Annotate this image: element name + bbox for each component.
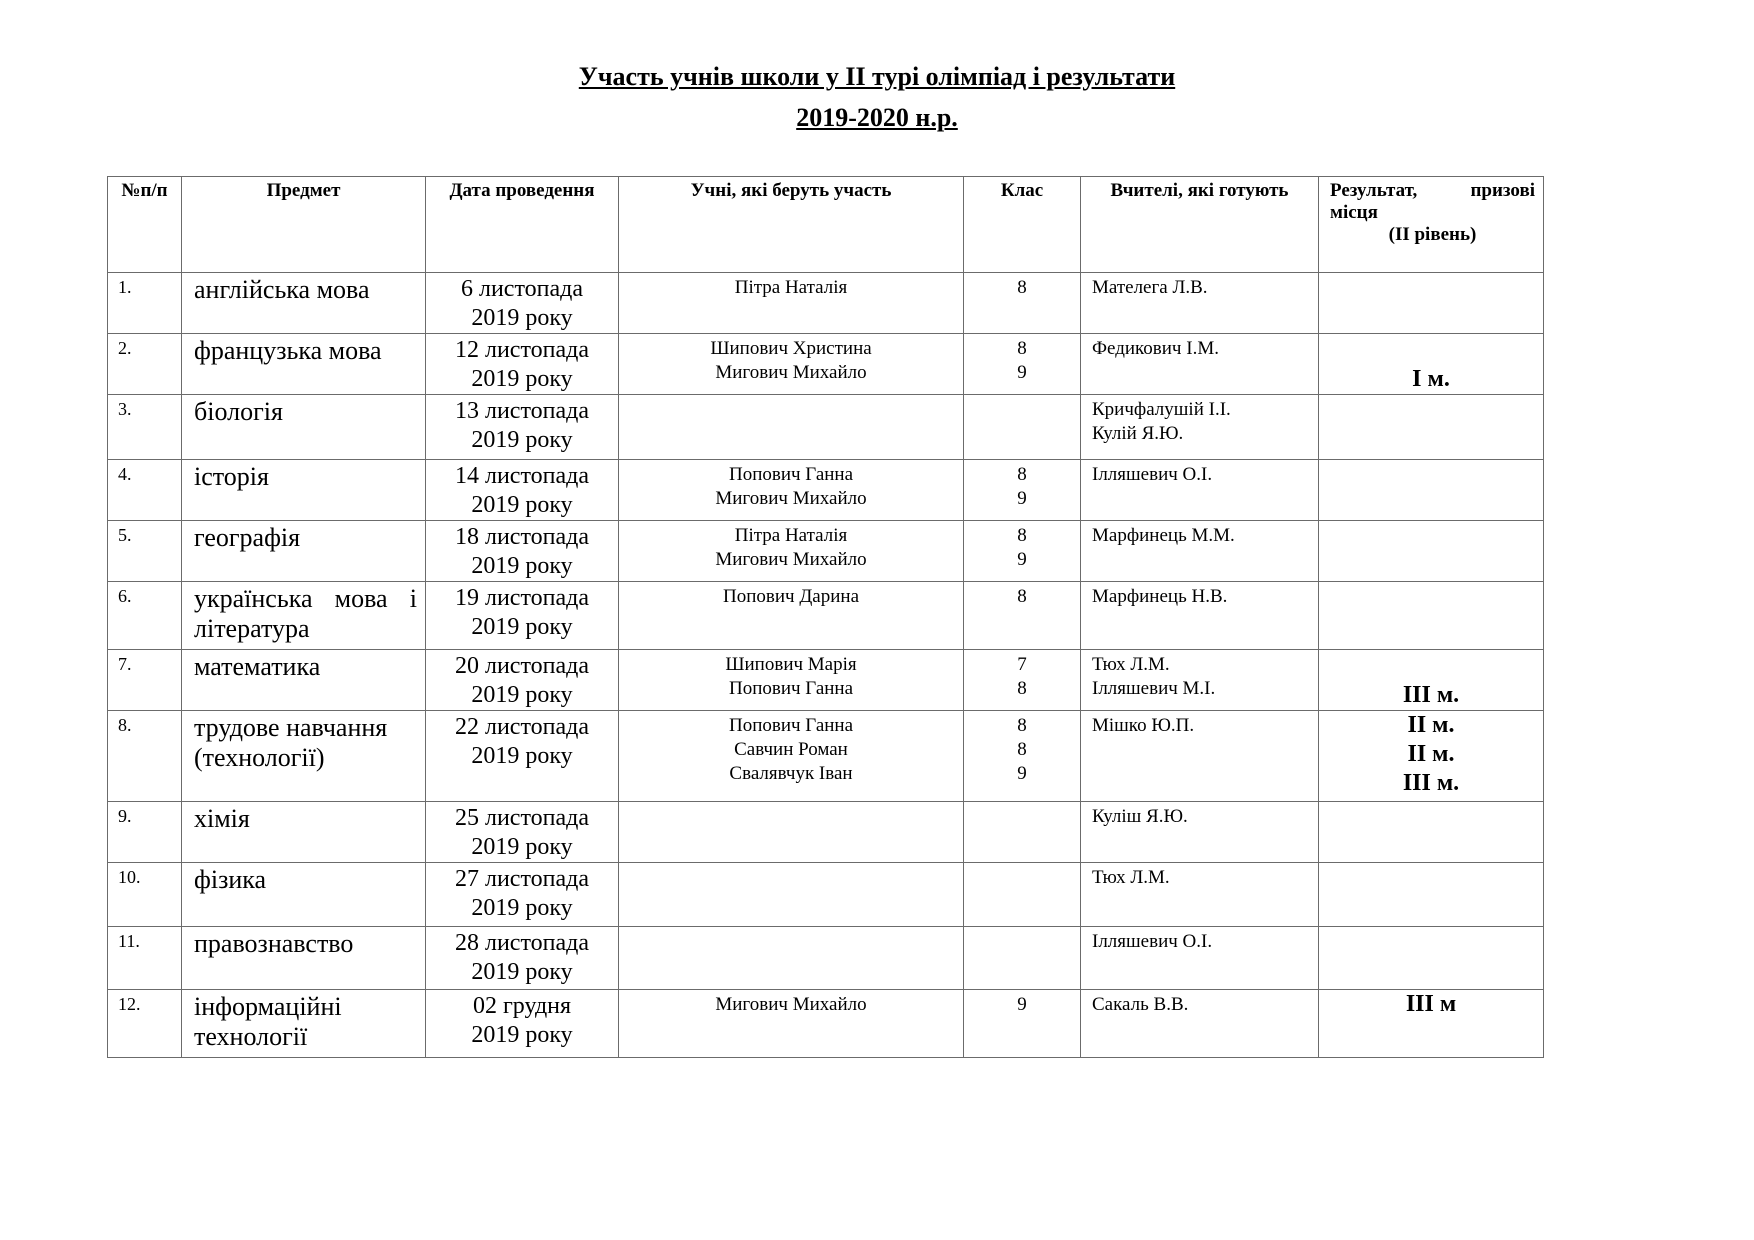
student-name: Мигович Михайло — [715, 994, 867, 1015]
class-cell — [964, 334, 1081, 395]
class-cell — [964, 521, 1081, 582]
students-cell — [619, 927, 964, 990]
table-row — [108, 582, 1544, 650]
student-name: Мигович Михайло — [715, 549, 867, 570]
date-line: 2019 року — [471, 614, 573, 640]
row-number: 3. — [108, 395, 182, 460]
date-line: 12 листопада — [454, 337, 589, 363]
subject-line: технології — [194, 1022, 308, 1051]
header-teachers: Вчителі, які готують — [1081, 177, 1319, 273]
table-row — [108, 460, 1544, 521]
date-cell — [426, 460, 619, 521]
header-result-word3: місця — [1330, 202, 1378, 223]
row-number: 4. — [108, 460, 182, 521]
header-subject: Предмет — [182, 177, 426, 273]
students-cell — [619, 582, 964, 650]
subject-line: правознавство — [194, 929, 354, 958]
class-cell — [964, 395, 1081, 460]
date-line: 2019 року — [471, 427, 573, 453]
class-value: 9 — [1017, 488, 1027, 509]
result-cell — [1319, 273, 1544, 334]
student-name: Шипович Христина — [710, 338, 872, 359]
students-cell — [619, 863, 964, 927]
date-line: 2019 року — [471, 492, 573, 518]
teachers-cell — [1081, 521, 1319, 582]
header-result — [1319, 177, 1544, 273]
date-line: 2019 року — [471, 834, 573, 860]
teachers-cell — [1081, 460, 1319, 521]
subject-cell — [182, 863, 426, 927]
date-line: 28 листопада — [454, 930, 589, 956]
date-cell — [426, 273, 619, 334]
date-cell — [426, 802, 619, 863]
teacher-name: Куліш Я.Ю. — [1092, 806, 1188, 827]
header-result-level: (ІІ рівень) — [1388, 224, 1477, 245]
date-cell — [426, 650, 619, 711]
date-line: 2019 року — [471, 895, 573, 921]
teacher-name: Мішко Ю.П. — [1092, 715, 1195, 736]
teachers-cell — [1081, 395, 1319, 460]
subject-cell — [182, 460, 426, 521]
table-row — [108, 711, 1544, 802]
teacher-name: Тюх Л.М. — [1092, 867, 1170, 888]
teachers-cell — [1081, 927, 1319, 990]
student-name: Попович Ганна — [728, 464, 854, 485]
students-cell — [619, 650, 964, 711]
subject-cell — [182, 395, 426, 460]
subject-line: інформаційні — [194, 992, 342, 1021]
result-cell — [1319, 802, 1544, 863]
class-value: 8 — [1017, 678, 1027, 699]
table-row — [108, 863, 1544, 927]
date-cell — [426, 990, 619, 1058]
subject-cell — [182, 582, 426, 650]
date-line: 20 листопада — [454, 653, 589, 679]
teacher-name: Мателега Л.В. — [1092, 277, 1208, 298]
student-name: Мигович Михайло — [715, 362, 867, 383]
subject-cell — [182, 927, 426, 990]
students-cell — [619, 273, 964, 334]
class-value: 8 — [1017, 464, 1027, 485]
result-cell — [1319, 650, 1544, 711]
teacher-name: Федикович І.М. — [1092, 338, 1219, 359]
subject-line: трудове навчання — [194, 713, 388, 742]
result-place: ІІ м. — [1407, 712, 1455, 738]
students-cell — [619, 521, 964, 582]
class-value: 9 — [1017, 763, 1027, 784]
date-cell — [426, 863, 619, 927]
date-line: 2019 року — [471, 305, 573, 331]
class-cell — [964, 927, 1081, 990]
header-result-word1: Результат, — [1330, 180, 1418, 201]
date-line: 2019 року — [471, 743, 573, 769]
students-cell — [619, 711, 964, 802]
row-number: 1. — [108, 273, 182, 334]
date-cell — [426, 711, 619, 802]
table-row — [108, 521, 1544, 582]
row-number: 12. — [108, 990, 182, 1058]
date-line: 13 листопада — [454, 398, 589, 424]
class-value: 9 — [1017, 994, 1027, 1015]
class-value: 8 — [1017, 525, 1027, 546]
student-name: Шипович Марія — [725, 654, 857, 675]
result-cell — [1319, 395, 1544, 460]
students-cell — [619, 802, 964, 863]
class-value: 8 — [1017, 739, 1027, 760]
result-place: ІІІ м. — [1402, 770, 1460, 796]
result-cell — [1319, 460, 1544, 521]
subject-line: англійська мова — [194, 275, 370, 304]
teacher-name: Тюх Л.М. — [1092, 654, 1170, 675]
subject-line: географія — [194, 523, 301, 552]
subject-cell — [182, 273, 426, 334]
student-name: Свалявчук Іван — [729, 763, 853, 784]
document-subtitle: 2019-2020 н.р. — [796, 103, 958, 132]
result-cell — [1319, 990, 1544, 1058]
teacher-name: Ілляшевич М.І. — [1092, 678, 1216, 699]
student-name: Попович Ганна — [728, 715, 854, 736]
date-line: 2019 року — [471, 553, 573, 579]
olympiad-results-table — [107, 176, 1544, 1058]
subject-line: історія — [194, 462, 269, 491]
class-value: 9 — [1017, 362, 1027, 383]
class-cell — [964, 711, 1081, 802]
class-cell — [964, 650, 1081, 711]
result-cell — [1319, 521, 1544, 582]
class-cell — [964, 990, 1081, 1058]
teachers-cell — [1081, 334, 1319, 395]
subject-cell — [182, 990, 426, 1058]
student-name: Пітра Наталія — [734, 277, 848, 298]
date-cell — [426, 582, 619, 650]
subject-cell — [182, 334, 426, 395]
class-cell — [964, 460, 1081, 521]
subject-line: (технології) — [194, 743, 325, 772]
header-students: Учні, які беруть участь — [619, 177, 964, 273]
teachers-cell — [1081, 582, 1319, 650]
date-line: 18 листопада — [454, 524, 589, 550]
class-value: 8 — [1017, 338, 1027, 359]
table-row — [108, 802, 1544, 863]
row-number: 6. — [108, 582, 182, 650]
date-line: 27 листопада — [454, 866, 589, 892]
students-cell — [619, 460, 964, 521]
teacher-name: Марфинець М.М. — [1092, 525, 1235, 546]
date-cell — [426, 395, 619, 460]
row-number: 9. — [108, 802, 182, 863]
result-cell — [1319, 582, 1544, 650]
result-place: ІІІ м — [1405, 991, 1457, 1017]
row-number: 5. — [108, 521, 182, 582]
class-cell — [964, 582, 1081, 650]
subject-cell — [182, 650, 426, 711]
subject-line: французька мова — [194, 336, 382, 365]
student-name: Попович Дарина — [723, 586, 859, 607]
class-cell — [964, 273, 1081, 334]
date-line: 2019 року — [471, 366, 573, 392]
date-cell — [426, 521, 619, 582]
teacher-name: Ілляшевич О.І. — [1092, 931, 1213, 952]
result-place: І м. — [1412, 366, 1450, 392]
table-header-row — [108, 177, 1544, 273]
class-value: 7 — [1017, 654, 1027, 675]
table-row — [108, 273, 1544, 334]
document-title: Участь учнів школи у ІІ турі олімпіад і результати — [578, 62, 1176, 91]
result-cell — [1319, 863, 1544, 927]
table-row — [108, 334, 1544, 395]
teachers-cell — [1081, 711, 1319, 802]
date-line: 14 листопада — [454, 463, 589, 489]
teacher-name: Марфинець Н.В. — [1092, 586, 1228, 607]
date-cell — [426, 927, 619, 990]
teachers-cell — [1081, 802, 1319, 863]
subject-line: література — [194, 614, 310, 643]
result-place: ІІ м. — [1407, 741, 1455, 767]
subject-line: українська мова і — [194, 584, 417, 613]
subject-cell — [182, 521, 426, 582]
date-line: 25 листопада — [454, 805, 589, 831]
teachers-cell — [1081, 990, 1319, 1058]
students-cell — [619, 334, 964, 395]
subject-line: хімія — [194, 804, 250, 833]
result-place: ІІІ м. — [1402, 682, 1460, 708]
row-number: 2. — [108, 334, 182, 395]
date-line: 2019 року — [471, 959, 573, 985]
result-cell — [1319, 711, 1544, 802]
date-line: 2019 року — [471, 682, 573, 708]
class-cell — [964, 802, 1081, 863]
subject-cell — [182, 711, 426, 802]
result-cell — [1319, 927, 1544, 990]
subject-line: біологія — [194, 397, 283, 426]
date-line: 2019 року — [471, 1022, 573, 1048]
header-class: Клас — [964, 177, 1081, 273]
student-name: Попович Ганна — [728, 678, 854, 699]
teacher-name: Ілляшевич О.І. — [1092, 464, 1213, 485]
class-value: 8 — [1017, 586, 1027, 607]
header-date: Дата проведення — [426, 177, 619, 273]
students-cell — [619, 990, 964, 1058]
date-line: 22 листопада — [454, 714, 589, 740]
date-line: 6 листопада — [460, 276, 583, 302]
teacher-name: Сакаль В.В. — [1092, 994, 1189, 1015]
teachers-cell — [1081, 650, 1319, 711]
header-num: №п/п — [108, 177, 182, 273]
subject-line: математика — [194, 652, 321, 681]
teacher-name: Кулій Я.Ю. — [1092, 423, 1184, 444]
result-cell — [1319, 334, 1544, 395]
row-number: 10. — [108, 863, 182, 927]
class-cell — [964, 863, 1081, 927]
subject-cell — [182, 802, 426, 863]
date-line: 19 листопада — [454, 585, 589, 611]
students-cell — [619, 395, 964, 460]
teacher-name: Кричфалушій І.І. — [1092, 399, 1231, 420]
table-row — [108, 650, 1544, 711]
teachers-cell — [1081, 863, 1319, 927]
subject-line: фізика — [194, 865, 267, 894]
row-number: 8. — [108, 711, 182, 802]
teachers-cell — [1081, 273, 1319, 334]
date-line: 02 грудня — [472, 993, 572, 1019]
row-number: 7. — [108, 650, 182, 711]
student-name: Пітра Наталія — [734, 525, 848, 546]
class-value: 9 — [1017, 549, 1027, 570]
date-cell — [426, 334, 619, 395]
class-value: 8 — [1017, 715, 1027, 736]
table-row — [108, 395, 1544, 460]
header-result-word2: призові — [1470, 180, 1535, 201]
class-value: 8 — [1017, 277, 1027, 298]
row-number: 11. — [108, 927, 182, 990]
student-name: Мигович Михайло — [715, 488, 867, 509]
table-row — [108, 927, 1544, 990]
student-name: Савчин Роман — [734, 739, 848, 760]
table-row — [108, 990, 1544, 1058]
